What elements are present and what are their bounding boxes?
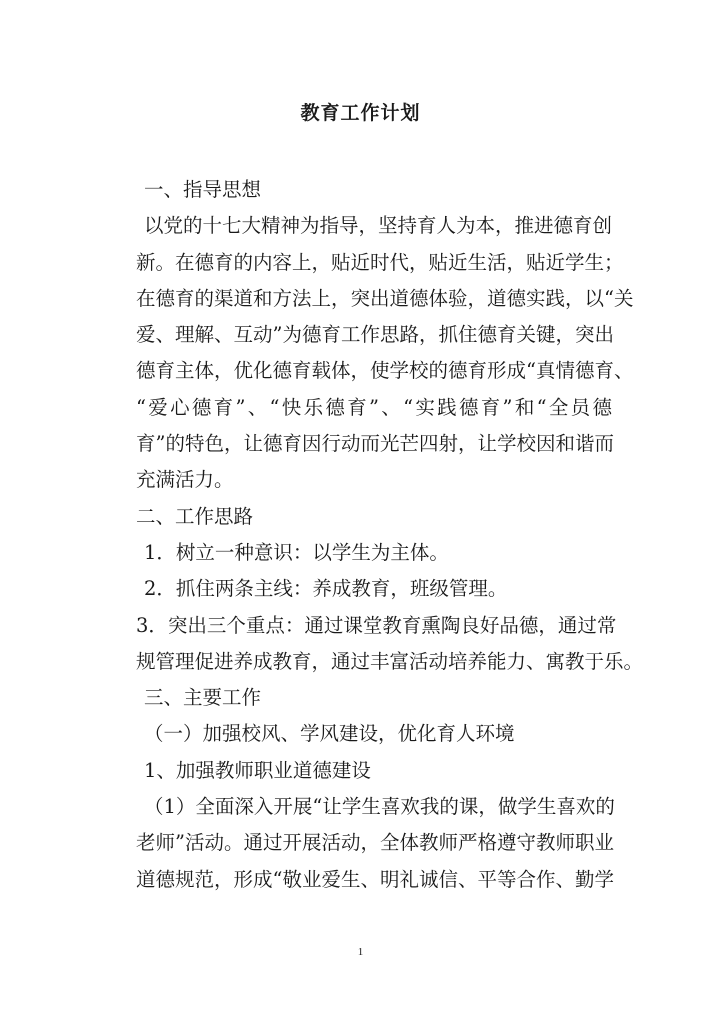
paragraph-line: 老师”活动。通过开展活动，全体教师严格遵守教师职业 <box>136 831 614 855</box>
paragraph-line: 一、指导思想 <box>144 178 262 201</box>
paragraph-line: “爱心德育”、“快乐德育”、“实践德育”和“全员德 <box>136 395 612 419</box>
paragraph-line: 德育主体，优化德育载体，使学校的德育形成“真情德育、 <box>136 359 634 383</box>
paragraph-line: 2．抓住两条主线：养成教育，班级管理。 <box>144 577 508 601</box>
paragraph-line: 1．树立一种意识：以学生为主体。 <box>144 540 449 564</box>
paragraph-line: 3．突出三个重点：通过课堂教育熏陶良好品德，通过常 <box>136 613 617 637</box>
paragraph-line: （1）全面深入开展“让学生喜欢我的课，做学生喜欢的 <box>144 795 615 819</box>
paragraph-line: 1、加强教师职业道德建设 <box>144 758 371 782</box>
paragraph-line: 充满活力。 <box>136 468 234 492</box>
paragraph-line: （一）加强校风、学风建设，优化育人环境 <box>144 722 515 746</box>
paragraph-line: 在德育的渠道和方法上，突出道德体验，道德实践，以“关 <box>136 286 634 310</box>
document-body <box>136 172 644 898</box>
paragraph-line: 新。在德育的内容上，贴近时代，贴近生活，贴近学生； <box>136 250 624 274</box>
document-title: 教育工作计划 <box>300 102 421 124</box>
paragraph-line: 以党的十七大精神为指导，坚持育人为本，推进德育创 <box>144 214 613 238</box>
paragraph-line: 规管理促进养成教育，通过丰富活动培养能力、寓教于乐。 <box>136 649 644 673</box>
paragraph-line: 育”的特色，让德育因行动而光芒四射，让学校因和谐而 <box>136 432 614 456</box>
paragraph-line: 爱、理解、互动”为德育工作思路，抓住德育关键，突出 <box>136 323 614 347</box>
paragraph-line: 三、主要工作 <box>144 686 262 710</box>
paragraph-line: 道德规范，形成“敬业爱生、明礼诚信、平等合作、勤学 <box>136 867 614 891</box>
page-number: 1 <box>357 946 364 958</box>
paragraph-line: 二、工作思路 <box>136 504 254 528</box>
